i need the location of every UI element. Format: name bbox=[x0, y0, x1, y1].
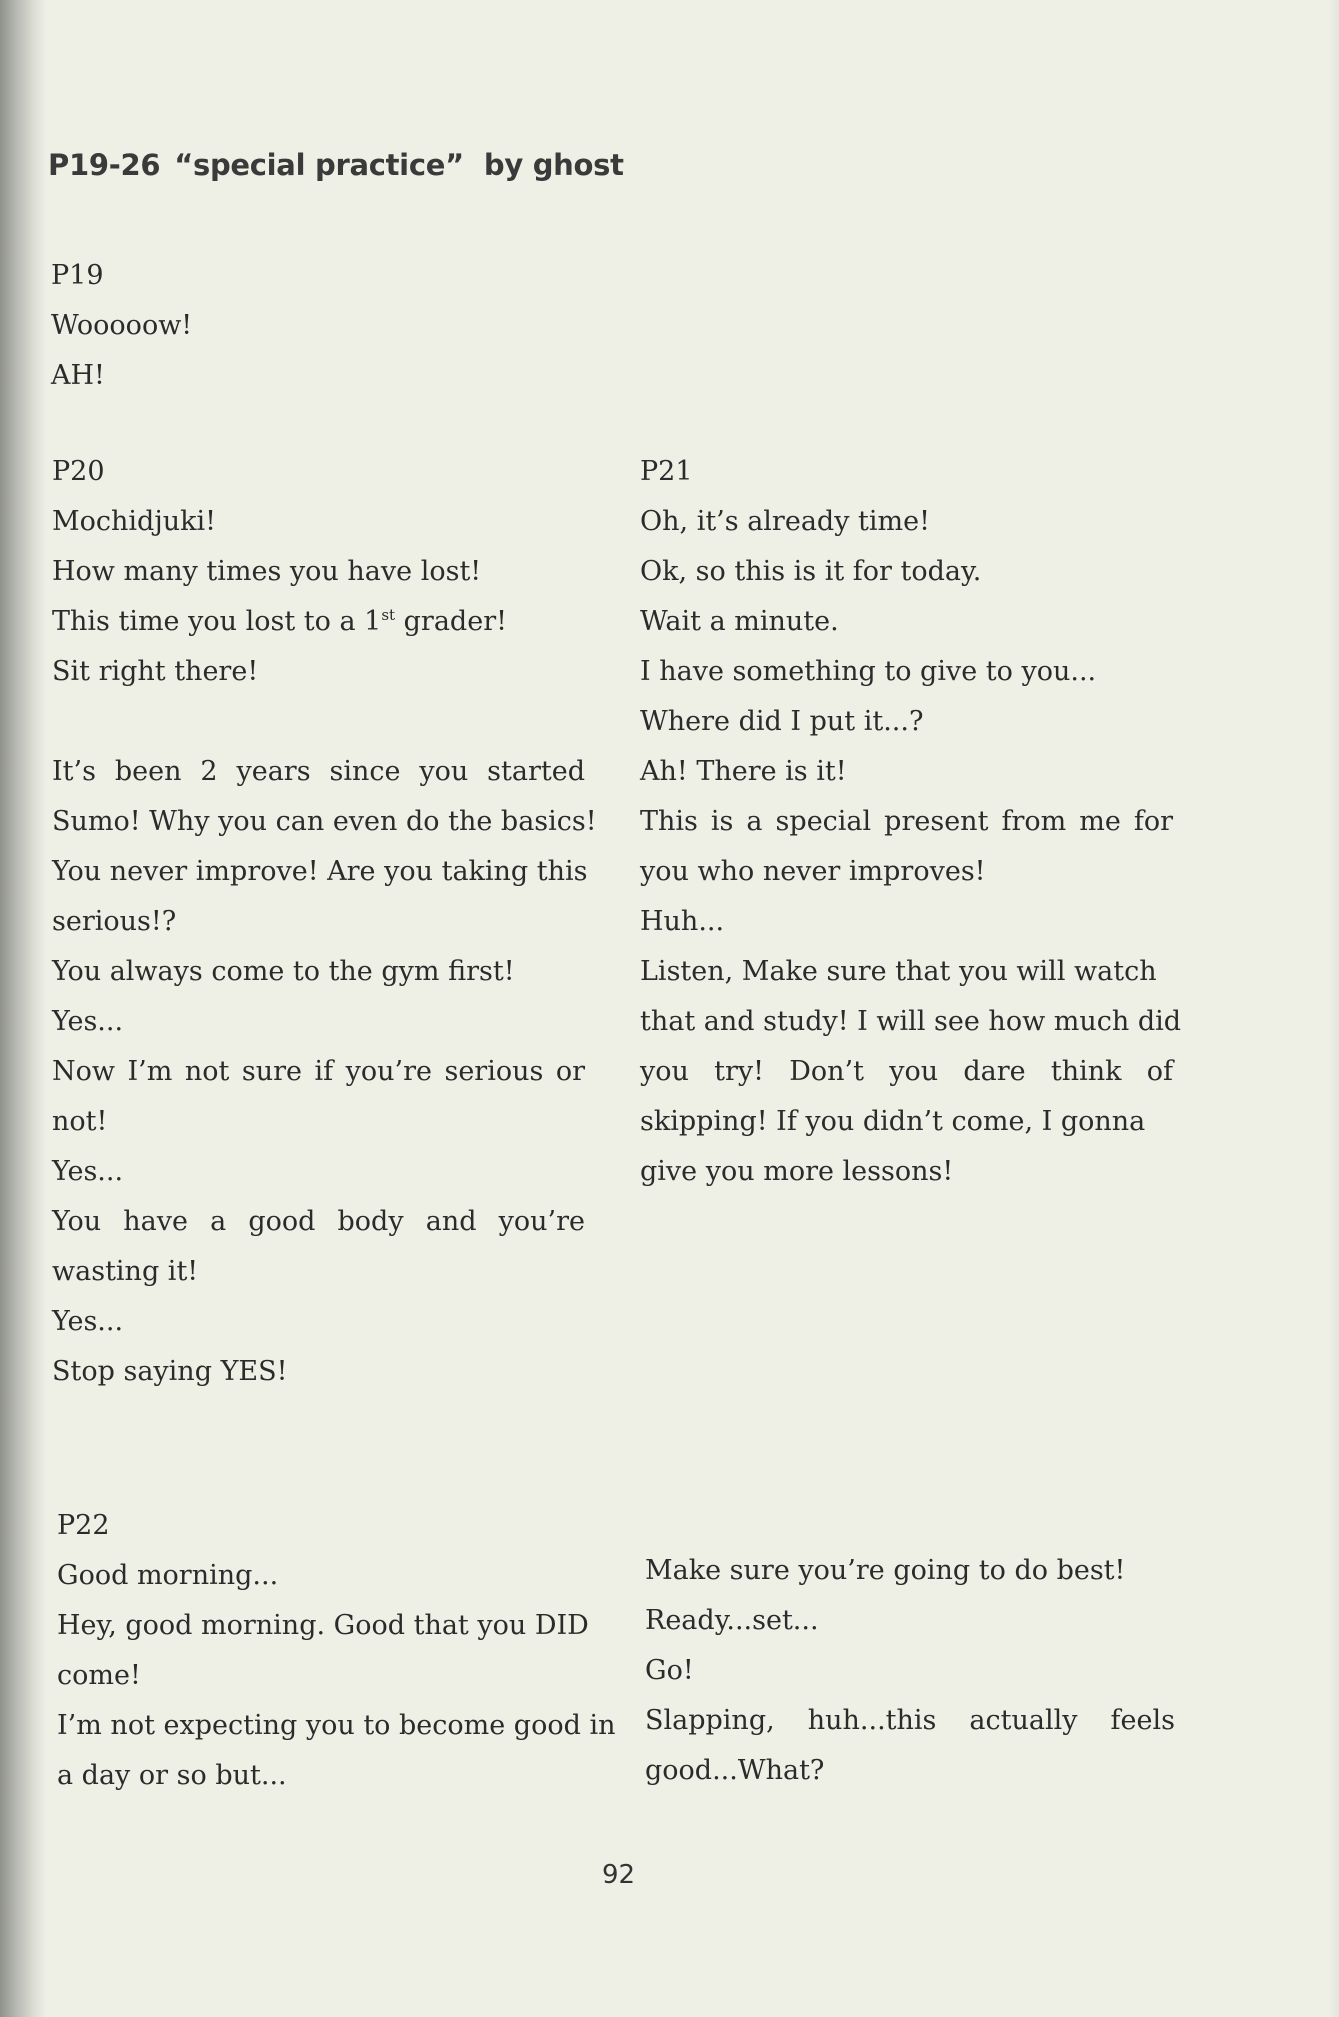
p19-label: P19 bbox=[51, 260, 104, 291]
heading-author: by ghost bbox=[483, 148, 624, 182]
p19-block bbox=[51, 251, 611, 401]
p21-label: P21 bbox=[640, 456, 693, 487]
p22-line: Hey, good morning. Good that you DID bbox=[57, 1610, 589, 1641]
p20-line: wasting it! bbox=[52, 1256, 199, 1287]
p20-label: P20 bbox=[52, 456, 105, 487]
heading-range: P19-26 bbox=[48, 148, 161, 182]
p21-line: Huh... bbox=[640, 906, 725, 937]
paragraph-gap bbox=[52, 697, 585, 747]
p22-line: Good morning... bbox=[57, 1560, 279, 1591]
ordinal-suffix: st bbox=[381, 606, 396, 624]
p22-label: P22 bbox=[57, 1510, 110, 1541]
section-heading bbox=[48, 148, 624, 182]
p22-line: I’m not expecting you to become good in bbox=[57, 1710, 616, 1741]
p21-line: Oh, it’s already time! bbox=[640, 506, 930, 537]
p21-line: give you more lessons! bbox=[640, 1156, 954, 1187]
p22-line: a day or so but... bbox=[57, 1760, 287, 1791]
p20-line: Sumo! Why you can even do the basics! bbox=[52, 806, 597, 837]
page-edge bbox=[1329, 0, 1339, 2017]
p22-line: good...What? bbox=[645, 1755, 825, 1786]
p20-line: Mochidjuki! bbox=[52, 506, 216, 537]
p20-block bbox=[52, 447, 597, 1397]
p20-line: Sit right there! bbox=[52, 656, 259, 687]
p22-right-block bbox=[645, 1546, 1175, 1796]
p19-line: AH! bbox=[51, 360, 105, 391]
p20-line: You have a good body and you’re bbox=[52, 1206, 585, 1237]
p22-left-block bbox=[57, 1501, 616, 1801]
p20-line: Now I’m not sure if you’re serious or bbox=[52, 1056, 585, 1087]
p20-line: How many times you have lost! bbox=[52, 556, 482, 587]
p20-line: You never improve! Are you taking this bbox=[52, 856, 588, 887]
page-number: 92 bbox=[602, 1860, 636, 1890]
p21-block bbox=[640, 447, 1182, 1197]
p21-line: Ok, so this is it for today. bbox=[640, 556, 982, 587]
p21-line: Listen, Make sure that you will watch bbox=[640, 956, 1157, 987]
p20-line: You always come to the gym first! bbox=[52, 956, 515, 987]
p21-line: This is a special present from me for bbox=[640, 806, 1173, 837]
p22-line: Go! bbox=[645, 1655, 694, 1686]
p21-line: Ah! There is it! bbox=[640, 756, 847, 787]
p22-line: come! bbox=[57, 1660, 141, 1691]
p22-line: Make sure you’re going to do best! bbox=[645, 1555, 1126, 1586]
p20-line: It’s been 2 years since you started bbox=[52, 756, 585, 787]
p22-line: Ready...set... bbox=[645, 1605, 819, 1636]
p20-line: Yes... bbox=[52, 1156, 124, 1187]
p22-line: Slapping, huh...this actually feels bbox=[645, 1705, 1175, 1736]
p20-line-part: This time you lost to a 1 bbox=[52, 606, 382, 637]
p20-line bbox=[52, 597, 585, 647]
p20-line: Yes... bbox=[52, 1006, 124, 1037]
p21-line: you who never improves! bbox=[640, 856, 986, 887]
p20-line-part: grader! bbox=[395, 606, 507, 637]
p21-line: I have something to give to you... bbox=[640, 656, 1097, 687]
p20-line: not! bbox=[52, 1106, 108, 1137]
p20-line: serious!? bbox=[52, 906, 177, 937]
p21-line: Where did I put it...? bbox=[640, 706, 924, 737]
p21-line: Wait a minute. bbox=[640, 606, 839, 637]
p20-line: Stop saying YES! bbox=[52, 1356, 288, 1387]
heading-title: “special practice” bbox=[174, 148, 464, 182]
p20-line: Yes... bbox=[52, 1306, 124, 1337]
book-spine-shadow bbox=[0, 0, 46, 2017]
p19-line: Wooooow! bbox=[51, 310, 193, 341]
p21-line: skipping! If you didn’t come, I gonna bbox=[640, 1106, 1146, 1137]
p21-line: you try! Don’t you dare think of bbox=[640, 1056, 1173, 1087]
p21-line: that and study! I will see how much did bbox=[640, 1006, 1182, 1037]
